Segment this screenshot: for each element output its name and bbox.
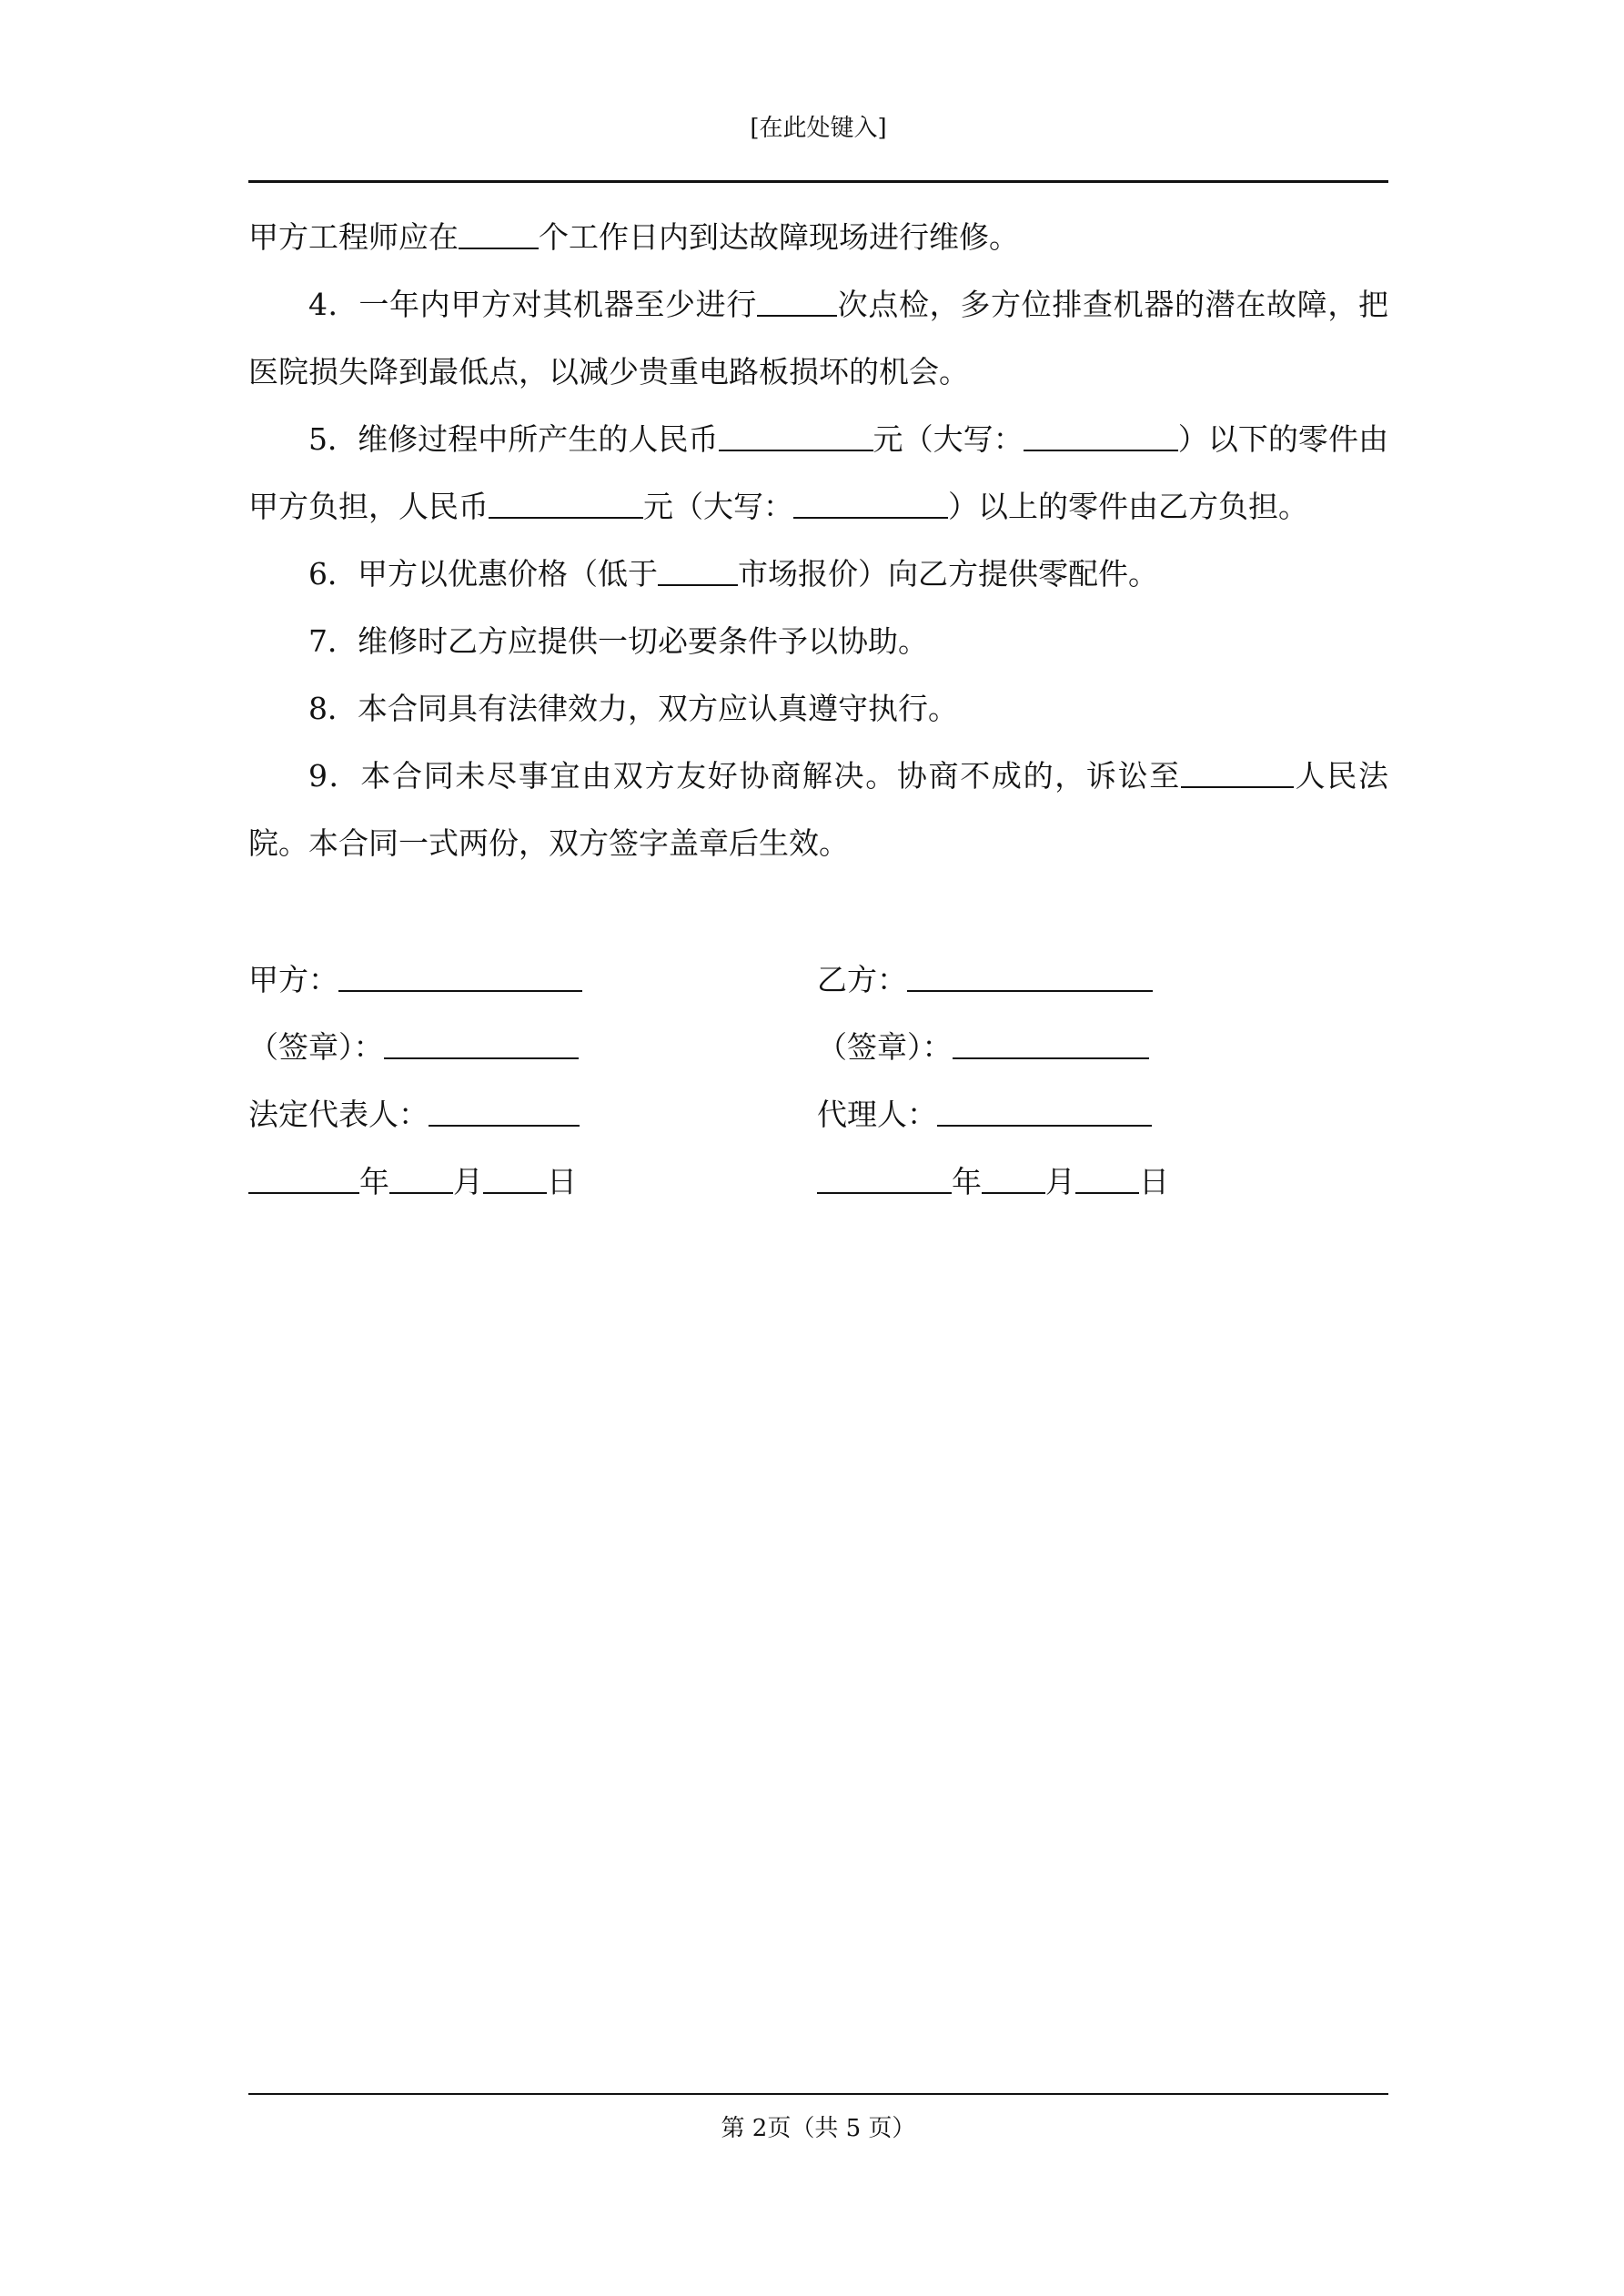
day-label: 日: [1139, 1164, 1169, 1199]
clause-4: [248, 271, 1388, 406]
party-b-seal-label: （签章）：: [817, 1029, 953, 1065]
party-a-seal-label: （签章）：: [248, 1029, 384, 1065]
page-header: [在此处键入]: [750, 115, 887, 142]
party-b-representative-row: [817, 1081, 1217, 1148]
clause-text: 6．甲方以优惠价格（低于: [308, 556, 658, 592]
party-a-seal-field[interactable]: [384, 1027, 579, 1059]
blank-field[interactable]: [757, 285, 837, 317]
footer-divider: [248, 2093, 1388, 2095]
party-b-signature: [817, 946, 1217, 1216]
clause-text: 甲方工程师应在: [248, 219, 459, 255]
clause-9: [248, 743, 1388, 877]
blank-field[interactable]: [1181, 756, 1294, 788]
clause-6: [248, 541, 1388, 608]
clause-8: 8．本合同具有法律效力，双方应认真遵守执行。: [308, 691, 958, 726]
page-number: 第 2页（共 5 页）: [721, 2115, 916, 2142]
clause-text: 次点检，多方位排查机器的潜在故障，把医院损失降到最低点，以减少贵重电路板损坏的机会。: [248, 287, 1389, 389]
contract-body: [248, 204, 1388, 877]
party-a-name-row: [248, 946, 649, 1014]
party-a-seal-row: [248, 1014, 649, 1081]
blank-field[interactable]: [658, 554, 738, 586]
party-a-signature: [248, 946, 649, 1216]
party-b-representative-field[interactable]: [937, 1095, 1152, 1127]
party-a-representative-label: 法定代表人：: [248, 1097, 429, 1132]
clause-text: 5．维修过程中所产生的人民币: [308, 421, 719, 457]
party-a-representative-field[interactable]: [429, 1095, 580, 1127]
blank-field[interactable]: [489, 487, 643, 519]
month-label: 月: [453, 1164, 483, 1199]
party-b-name-row: [817, 946, 1217, 1014]
header-divider: [248, 180, 1388, 183]
blank-field[interactable]: [719, 420, 873, 451]
clause-text: 4．一年内甲方对其机器至少进行: [308, 287, 757, 322]
clause-text: 9．本合同未尽事宜由双方友好协商解决。协商不成的，诉讼至: [308, 758, 1181, 794]
clause-text: 元（大写：: [873, 421, 1024, 457]
month-field[interactable]: [389, 1162, 453, 1194]
party-a-label: 甲方：: [248, 962, 338, 997]
party-b-name-field[interactable]: [907, 960, 1153, 992]
clause-text: 个工作日内到达故障现场进行维修。: [539, 219, 1019, 255]
month-field[interactable]: [982, 1162, 1045, 1194]
clause-text: 市场报价）向乙方提供零配件。: [738, 556, 1158, 592]
day-label: 日: [547, 1164, 577, 1199]
blank-field[interactable]: [1024, 420, 1178, 451]
day-field[interactable]: [1075, 1162, 1139, 1194]
party-b-date-row: [817, 1148, 1217, 1216]
year-label: 年: [359, 1164, 389, 1199]
clause-text: ）以上的零件由乙方负担。: [948, 489, 1308, 524]
party-b-seal-row: [817, 1014, 1217, 1081]
clause-text: ）以下的零件由甲方负担，人民币: [248, 421, 1389, 524]
blank-field[interactable]: [793, 487, 948, 519]
clause-3-continuation: [248, 204, 1388, 271]
year-field[interactable]: [817, 1162, 952, 1194]
clause-7: 7．维修时乙方应提供一切必要条件予以协助。: [308, 623, 928, 659]
clause-text: 元（大写：: [643, 489, 793, 524]
party-b-label: 乙方：: [817, 962, 907, 997]
party-a-representative-row: [248, 1081, 649, 1148]
party-a-name-field[interactable]: [338, 960, 582, 992]
clause-5: [248, 406, 1388, 541]
party-a-date-row: [248, 1148, 649, 1216]
party-b-representative-label: 代理人：: [817, 1097, 937, 1132]
party-b-seal-field[interactable]: [953, 1027, 1149, 1059]
clause-text: 人民法院。本合同一式两份，双方签字盖章后生效。: [248, 758, 1389, 861]
day-field[interactable]: [483, 1162, 547, 1194]
blank-field[interactable]: [459, 217, 539, 249]
month-label: 月: [1045, 1164, 1075, 1199]
year-label: 年: [952, 1164, 982, 1199]
year-field[interactable]: [248, 1162, 359, 1194]
